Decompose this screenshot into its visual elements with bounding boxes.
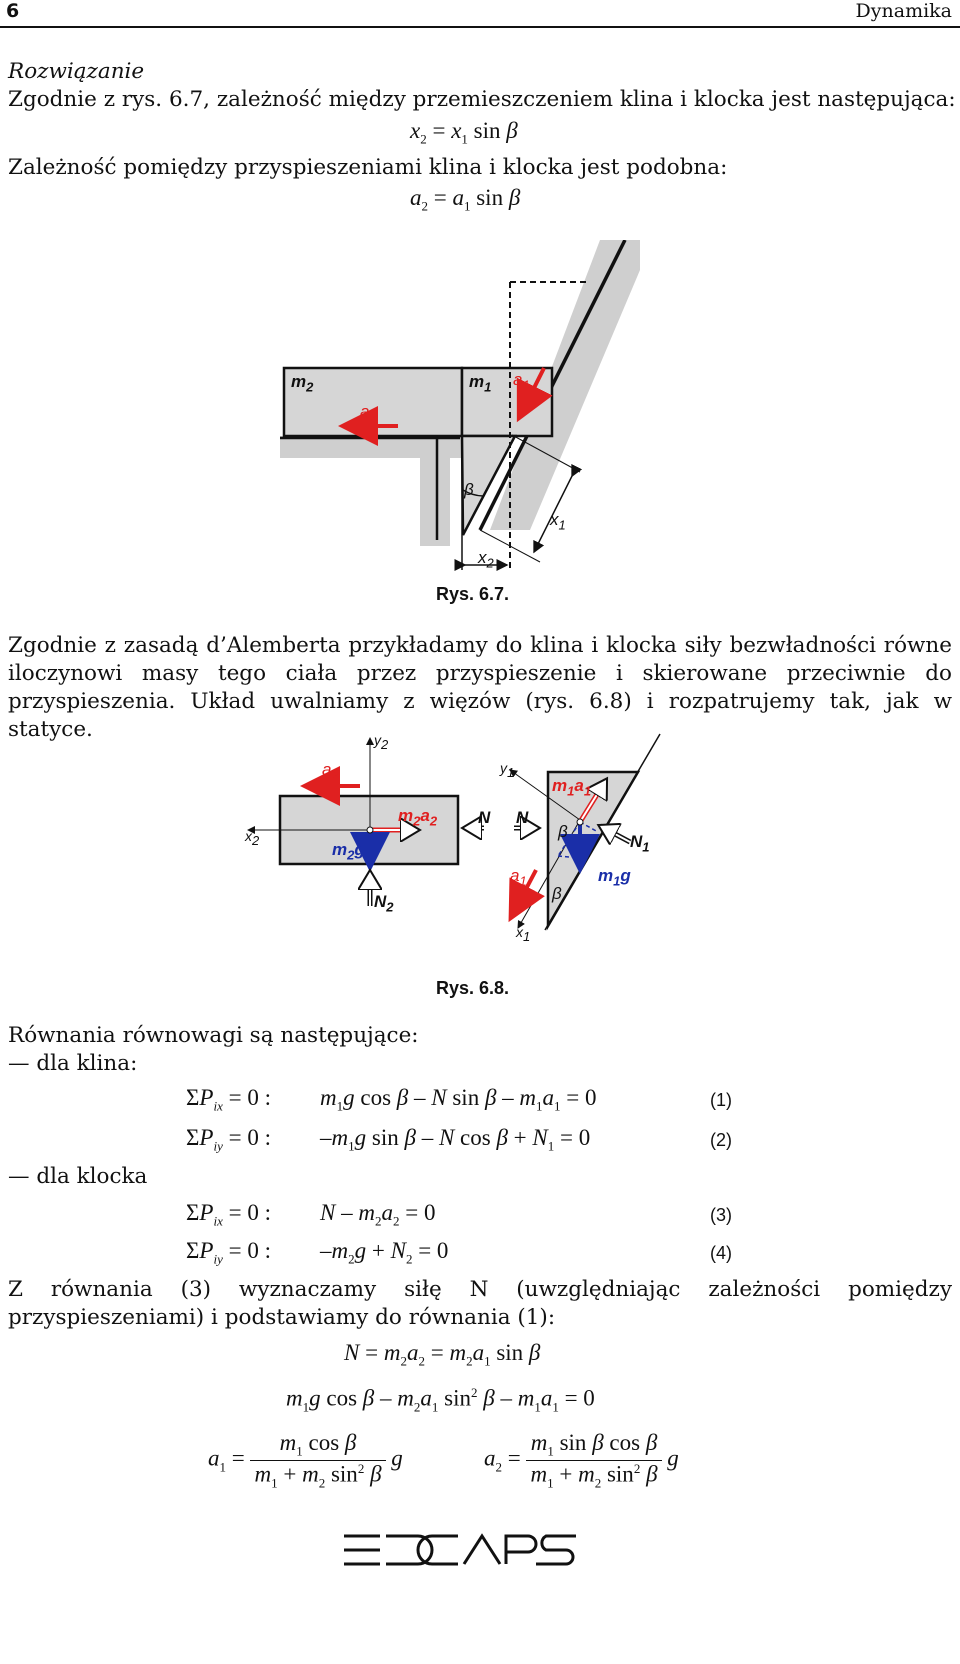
fig1-label-x2: $x_2$ [478, 548, 494, 571]
eq-2-rhs: $-m_1g$ sin β – N $\cos \beta + N_1 = 0$ [320, 1125, 591, 1154]
fig2-label-y1: $y_1$ [500, 760, 515, 780]
fig2-label-a2: $a_2$ [322, 760, 339, 783]
section-title: Dynamika [855, 0, 952, 22]
eq-displacement: $x_2 = x_1$ sin β [410, 118, 518, 147]
fig2-label-N-block: N [478, 808, 491, 827]
paragraph-substitution: Z równania (3) wyznaczamy siłę N (uwzględniając zależności pomiędzy przyspieszeniami) i podstawiamy do równania (1): [8, 1277, 952, 1330]
label-block: — dla klocka [8, 1164, 148, 1189]
fig2-label-x2: $x_2$ [245, 828, 260, 848]
solution-heading: Rozwiązanie [8, 59, 145, 84]
paragraph-acceleration: Zależność pomiędzy przyspieszeniami klina i klocka jest podobna: [8, 155, 728, 180]
fig1-label-x1: $x_1$ [550, 510, 566, 533]
eq-3-lhs: $\Sigma P_{ix} = 0$ : [186, 1200, 271, 1229]
eq-substituted: $m_1g$ cos β – $m_2a_1$ $\sin^2 \beta - m_1a_1 = 0$ [286, 1385, 595, 1415]
fig2-label-N1: $N_1$ [630, 832, 650, 855]
fig2-label-a1: $a_1$ [510, 866, 527, 889]
fig2-label-beta-bottom: β [552, 884, 562, 903]
fig2-label-beta-top: β [558, 822, 568, 841]
eq-2-number: (2) [710, 1130, 732, 1150]
page-number: 6 [6, 0, 20, 22]
fig1-label-m2: $m_2$ [291, 372, 314, 395]
fig2-label-N-wedge: N [516, 808, 529, 827]
paragraph-displacement: Zgodnie z rys. 6.7, zależność między przemieszczeniem klina i klocka jest następująca: [8, 87, 956, 112]
fig1-label-a2: $a_2$ [360, 402, 377, 425]
fig2-label-m1g: $m_1g$ [598, 866, 631, 889]
eq-a2: $a_2$ = $\frac{m_1 \sin \beta \cos \beta}{m_1 + m_2 \sin^2 \beta}$ g [484, 1430, 679, 1490]
fig2-label-m2a2: $m_2a_2$ [398, 806, 438, 829]
fig2-label-m1a1: $m_1a_1$ [552, 776, 592, 799]
eq-1-rhs: $m_1g$ cos β – N $\sin \beta - m_1a_1 = 0$ [320, 1085, 597, 1114]
label-wedge: — dla klina: [8, 1051, 138, 1076]
fig1-caption: Rys. 6.7. [436, 584, 510, 604]
ecaps-logo [340, 1530, 580, 1570]
fig2-caption: Rys. 6.8. [436, 978, 510, 998]
eq-3-rhs: $N - m_2a_2 = 0$ [320, 1200, 436, 1229]
fig1-label-beta: β [464, 480, 474, 499]
eq-4-lhs: $\Sigma P_{iy} = 0$ : [186, 1238, 271, 1267]
eq-a1: $a_1$ = $\frac{m_1 \cos \beta}{m_1 + m_2 \sin^2 \beta}$ g [208, 1430, 403, 1490]
fig2-label-y2: $y_2$ [374, 732, 389, 752]
fig2-label-m2g: $m_2g$ [332, 840, 365, 863]
fig2-label-x1: $x_1$ [516, 924, 531, 944]
paragraph-dalembert: Zgodnie z zasadą d’Alemberta przykładamy do klina i klocka siły bezwładności równe iloczynowi masy tego ciała przez przyspieszenie i skierowane przeciwnie do przyspieszenia. Układ uwalniamy z więzów (rys. 6.8) i rozpatrujemy tak, jak w statyce. [8, 633, 952, 742]
eq-4-number: (4) [710, 1243, 732, 1263]
eq-3-number: (3) [710, 1205, 732, 1225]
fig1-label-m1: $m_1$ [469, 372, 492, 395]
paragraph-equilibrium: Równania równowagi są następujące: [8, 1023, 419, 1048]
eq-N: $N = m_2a_2 = m_2a_1$ sin β [344, 1340, 541, 1369]
eq-4-rhs: $-m_2g + N_2 = 0$ [320, 1238, 449, 1267]
header-rule [0, 26, 960, 28]
eq-2-lhs: $\Sigma P_{iy} = 0$ : [186, 1125, 271, 1154]
eq-1-number: (1) [710, 1090, 732, 1110]
eq-1-lhs: $\Sigma P_{ix} = 0$ : [186, 1085, 271, 1114]
fig2-label-N2: $N_2$ [374, 892, 394, 915]
eq-acceleration: $a_2 = a_1$ sin β [410, 185, 521, 214]
fig1-label-a1: $a_1$ [513, 370, 530, 393]
